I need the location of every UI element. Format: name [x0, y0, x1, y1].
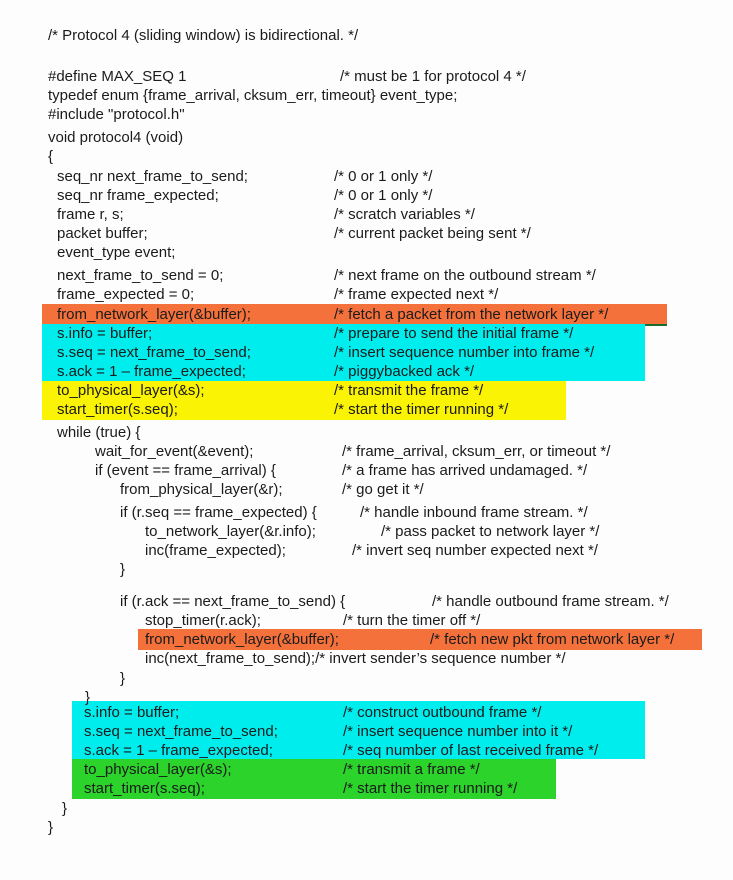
comment-text: /* 0 or 1 only */	[334, 168, 433, 185]
code-line	[0, 167, 733, 186]
comment-text: /* scratch variables */	[334, 206, 475, 223]
code-text: }	[62, 800, 68, 817]
code-text: s.ack = 1 – frame_expected;	[57, 363, 246, 380]
code-line	[0, 266, 733, 285]
code-text: if (event == frame_arrival) {	[95, 462, 276, 479]
code-text: inc(frame_expected);	[145, 542, 286, 559]
code-line	[0, 26, 733, 45]
code-text: s.ack = 1 – frame_expected;	[84, 742, 273, 759]
code-line	[0, 799, 733, 818]
code-text: seq_nr frame_expected;	[57, 187, 219, 204]
code-text: s.info = buffer;	[84, 704, 180, 721]
code-text: s.seq = next_frame_to_send;	[57, 344, 251, 361]
comment-text: /* transmit the frame */	[334, 382, 484, 399]
code-text: s.info = buffer;	[57, 325, 153, 342]
code-line	[0, 722, 733, 741]
code-line	[0, 703, 733, 722]
code-text: while (true) {	[57, 424, 141, 441]
code-text: /* Protocol 4 (sliding window) is bidirectional. */	[48, 27, 359, 44]
code-text: if (r.seq == frame_expected) {	[120, 504, 317, 521]
comment-text: /* invert seq number expected next */	[352, 542, 598, 559]
code-line	[0, 592, 733, 611]
code-text: next_frame_to_send = 0;	[57, 267, 224, 284]
comment-text: /* handle outbound frame stream. */	[432, 593, 669, 610]
comment-text: /* seq number of last received frame */	[343, 742, 599, 759]
code-line	[0, 243, 733, 262]
code-text: frame r, s;	[57, 206, 124, 223]
code-text: from_network_layer(&buffer);	[57, 306, 251, 323]
code-line	[0, 423, 733, 442]
code-line	[0, 86, 733, 105]
code-text: to_physical_layer(&s);	[84, 761, 232, 778]
code-line	[0, 186, 733, 205]
code-line	[0, 224, 733, 243]
code-line	[0, 522, 733, 541]
comment-text: /* go get it */	[342, 481, 424, 498]
code-text: #define MAX_SEQ 1	[48, 68, 187, 85]
comment-text: /* a frame has arrived undamaged. */	[342, 462, 588, 479]
comment-text: /* next frame on the outbound stream */	[334, 267, 596, 284]
comment-text: /* insert sequence number into it */	[343, 723, 573, 740]
comment-text: /* frame expected next */	[334, 286, 499, 303]
code-text: packet buffer;	[57, 225, 148, 242]
code-line	[0, 480, 733, 499]
code-line	[0, 105, 733, 124]
comment-text: /* construct outbound frame */	[343, 704, 542, 721]
comment-text: /* piggybacked ack */	[334, 363, 475, 380]
comment-text: /* must be 1 for protocol 4 */	[340, 68, 526, 85]
code-text: }	[85, 689, 91, 706]
code-line	[0, 611, 733, 630]
code-text: start_timer(s.seq);	[84, 780, 205, 797]
code-line	[0, 324, 733, 343]
code-text: stop_timer(r.ack);	[145, 612, 261, 629]
code-line	[0, 147, 733, 166]
code-line	[0, 669, 733, 688]
comment-text: /* 0 or 1 only */	[334, 187, 433, 204]
comment-text: /* fetch a packet from the network layer */	[334, 306, 609, 323]
code-text: }	[48, 819, 54, 836]
code-text: }	[120, 670, 126, 687]
code-text: {	[48, 148, 54, 165]
comment-text: /* insert sequence number into frame */	[334, 344, 595, 361]
code-line	[0, 779, 733, 798]
code-line	[0, 381, 733, 400]
comment-text: /* start the timer running */	[334, 401, 509, 418]
code-line	[0, 461, 733, 480]
code-text: wait_for_event(&event);	[95, 443, 254, 460]
code-line	[0, 442, 733, 461]
code-text: }	[120, 561, 126, 578]
code-text: to_physical_layer(&s);	[57, 382, 205, 399]
code-text: from_network_layer(&buffer);	[145, 631, 339, 648]
code-line	[0, 818, 733, 837]
code-line	[0, 285, 733, 304]
code-text: seq_nr next_frame_to_send;	[57, 168, 248, 185]
comment-text: /* prepare to send the initial frame */	[334, 325, 574, 342]
code-line	[0, 503, 733, 522]
comment-text: /* frame_arrival, cksum_err, or timeout */	[342, 443, 611, 460]
code-text: s.seq = next_frame_to_send;	[84, 723, 278, 740]
code-text: from_physical_layer(&r);	[120, 481, 283, 498]
code-line	[0, 205, 733, 224]
code-text: frame_expected = 0;	[57, 286, 195, 303]
comment-text: /* handle inbound frame stream. */	[360, 504, 588, 521]
code-line	[0, 400, 733, 419]
comment-text: /* turn the timer off */	[343, 612, 481, 629]
code-text: if (r.ack == next_frame_to_send) {	[120, 593, 346, 610]
code-text: typedef enum {frame_arrival, cksum_err, timeout} event_type;	[48, 87, 458, 104]
code-line	[0, 760, 733, 779]
comment-text: /* fetch new pkt from network layer */	[430, 631, 675, 648]
code-line	[0, 343, 733, 362]
code-text: inc(next_frame_to_send);/* invert sender’s sequence number */	[145, 650, 566, 667]
code-line	[0, 741, 733, 760]
code-text: event_type event;	[57, 244, 176, 261]
code-line	[0, 560, 733, 579]
comment-text: /* start the timer running */	[343, 780, 518, 797]
code-line	[0, 67, 733, 86]
code-line	[0, 128, 733, 147]
code-text: to_network_layer(&r.info);	[145, 523, 316, 540]
comment-text: /* pass packet to network layer */	[381, 523, 600, 540]
code-line	[0, 362, 733, 381]
code-text: void protocol4 (void)	[48, 129, 184, 146]
code-text: start_timer(s.seq);	[57, 401, 178, 418]
code-text: #include "protocol.h"	[48, 106, 185, 123]
comment-text: /* current packet being sent */	[334, 225, 531, 242]
code-line	[0, 541, 733, 560]
code-line	[0, 649, 733, 668]
comment-text: /* transmit a frame */	[343, 761, 480, 778]
code-line	[0, 630, 733, 649]
code-line	[0, 305, 733, 324]
